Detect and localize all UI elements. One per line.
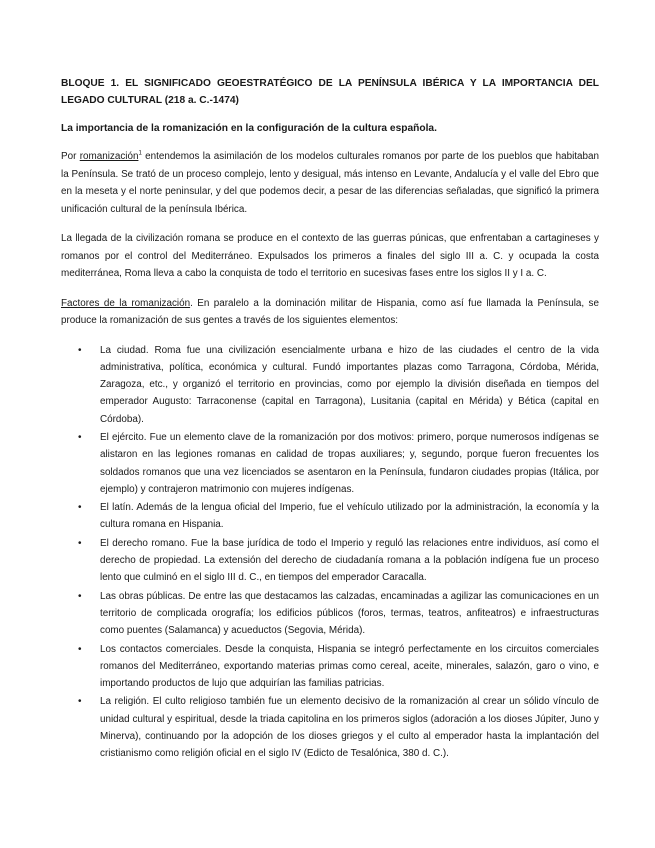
bullet-icon: •	[78, 537, 82, 549]
factors-list	[61, 342, 599, 763]
list-item-text: La ciudad. Roma fue una civilización esencialmente urbana e hizo de las ciudades el centro de la vida administrativa, política, económica y cultural. Fundó importantes plazas como Tarragona, Córdoba, Mérida, Zaragoza, etc., y organizó el territorio en provincias, como por ejemplo la división diseñada en tiempos del emperador Augusto: Tarraconense (capital en Tarragona), Lusitania (capital en Mérida) y Bética (capital en Córdoba).	[100, 344, 599, 425]
factors-heading: Factores de la romanización	[61, 297, 191, 309]
bullet-icon: •	[78, 431, 82, 443]
list-item-text: El ejército. Fue un elemento clave de la romanización por dos motivos: primero, porque numerosos indígenas se alistaron en las legiones romanas en calidad de tropas auxiliares; y, segundo, porque fueron frecuentes los soldados romanos que una vez licenciados se asentaron en la Península, fundaron ciudades propias (Itálica, por ejemplo) y contrajeron matrimonio con mujeres indígenas.	[100, 431, 599, 495]
romanizacion-term: romanización	[79, 151, 139, 162]
list-item	[78, 535, 599, 587]
list-item	[78, 499, 599, 534]
list-item-text: Los contactos comerciales. Desde la conquista, Hispania se integró perfectamente en los circuitos comerciales romanos del Mediterráneo, exportando materias primas como cereal, aceite, minerales, salazón, garo o vino, e importando productos de lujo que adquirían las familias patricias.	[100, 643, 599, 690]
intro-paragraph	[61, 148, 599, 218]
list-item-text: El derecho romano. Fue la base jurídica de todo el Imperio y reguló las relaciones entre individuos, así como el derecho de propiedad. La extensión del derecho de ciudadanía romana a la población indígena fue un proceso lento que culminó en el siglo III d. C., en tiempos del emperador Caracalla.	[100, 537, 599, 584]
bullet-icon: •	[78, 643, 82, 655]
list-item-text: El latín. Además de la lengua oficial del Imperio, fue el vehículo utilizado por la administración, la economía y la cultura romana en Hispania.	[100, 502, 599, 531]
bullet-icon: •	[78, 696, 82, 708]
list-item	[78, 641, 599, 693]
bullet-icon: •	[78, 590, 82, 602]
bullet-icon: •	[78, 344, 82, 356]
intro-text: entendemos la asimilación de los modelos culturales romanos por parte de los pueblos que habitaban la Península. Se trató de un proceso complejo, lento y desigual, más intenso en Levante, Andalucía y el valle del Ebro que en la meseta y el norte peninsular, y del que podemos decir, a pesar de las diferencias señaladas, que significó la primera unificación cultural de la península Ibérica.	[61, 151, 599, 215]
list-item	[78, 429, 599, 498]
list-item	[78, 588, 599, 640]
factors-paragraph	[61, 295, 599, 330]
context-paragraph: La llegada de la civilización romana se produce en el contexto de las guerras púnicas, que enfrentaban a cartagineses y romanos por el control del Mediterráneo. Expulsados los primeros a finales del siglo III a. C. y ocupada la costa mediterránea, Roma lleva a cabo la conquista de todo el territorio en sucesivas fases entre los siglos II y I a. C.	[61, 233, 599, 279]
intro-prefix: Por	[61, 151, 80, 162]
section-subtitle: La importancia de la romanización en la configuración de la cultura española.	[61, 123, 437, 134]
document-title: BLOQUE 1. EL SIGNIFICADO GEOESTRATÉGICO DE LA PENÍNSULA IBÉRICA Y LA IMPORTANCIA DEL LEGADO CULTURAL (218 a. C.-1474)	[61, 78, 599, 106]
bullet-icon: •	[78, 502, 82, 514]
list-item	[78, 342, 599, 428]
list-item-text: Las obras públicas. De entre las que destacamos las calzadas, encaminadas a agilizar las comunicaciones en un territorio de complicada orografía; los edificios públicos (foros, termas, teatros, anfiteatros) e infraestructuras como puentes (Salamanca) y acueductos (Segovia, Mérida).	[100, 590, 599, 637]
list-item-text: La religión. El culto religioso también fue un elemento decisivo de la romanización al crear un sólido vínculo de unidad cultural y espiritual, desde la triada capitolina en los primeros siglos (adoración a los dioses Júpiter, Juno y Minerva), continuando por la adopción de los dioses griegos y el culto al emperador hasta la implantación del cristianismo como religión oficial en el siglo IV (Edicto de Tesalónica, 380 d. C.).	[100, 696, 599, 760]
factors-text: . En paralelo a la dominación militar de Hispania, como así fue llamada la Península, se produce la romanización de sus gentes a través de los siguientes elementos:	[61, 297, 599, 326]
list-item	[78, 693, 599, 762]
footnote-marker[interactable]: 1	[138, 150, 142, 157]
